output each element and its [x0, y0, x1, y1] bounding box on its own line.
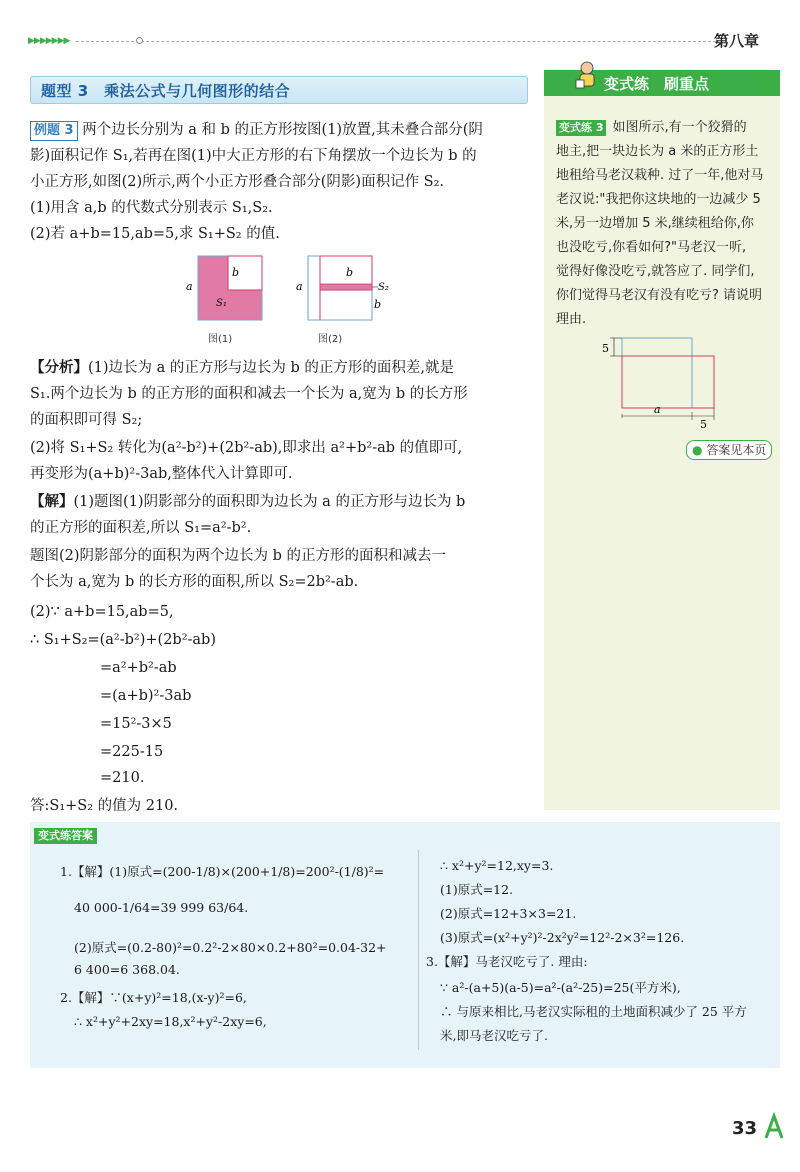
fig1-caption: 图(1) — [208, 334, 233, 345]
answer-right-5: 3.【解】马老汉吃亏了. 理由: — [426, 954, 588, 969]
analysis-line-3: 的面积即可得 S₂; — [30, 412, 143, 428]
figure-2 — [290, 250, 400, 350]
answer-left-1: 1.【解】(1)原式=(200-1/8)×(200+1/8)=200²-(1/8)²= — [60, 864, 385, 879]
fig1-label-s: S₁ — [216, 298, 227, 309]
example-line-4: (1)用含 a,b 的代数式分别表示 S₁,S₂. — [30, 200, 273, 216]
answer-tag: 变式练答案 — [34, 828, 97, 844]
answer-right-8: 米,即马老汉吃亏了. — [440, 1028, 548, 1043]
circle-icon — [136, 37, 143, 44]
fig1-label-b: b — [232, 266, 240, 279]
answer-right-7: ∴ 与原来相比,马老汉实际租的土地面积减少了 25 平方 — [440, 1004, 747, 1019]
solution-line-2: 的正方形的面积差,所以 S₁=a²-b². — [30, 520, 252, 536]
side-fig-a: a — [654, 403, 661, 416]
side-fig-five-left: 5 — [602, 342, 609, 355]
page-logo-icon — [762, 1112, 786, 1140]
side-figure — [600, 332, 730, 430]
side-line-2: 地主,把一块边长为 a 米的正方形土 — [556, 144, 759, 159]
solution-answer: 答:S₁+S₂ 的值为 210. — [30, 798, 179, 814]
side-line-1: 变式练 3 如图所示,有一个狡猾的 — [556, 116, 747, 139]
side-panel-header — [544, 70, 780, 96]
header-divider — [76, 41, 716, 42]
solution-line-4: 个长为 a,宽为 b 的长方形的面积,所以 S₂=2b²-ab. — [30, 574, 359, 590]
side-line-3: 地租给马老汉栽种. 过了一年,他对马 — [556, 168, 764, 183]
solution-line-10: =225-15 — [100, 744, 164, 760]
side-line-6: 也没吃亏,你看如何?"马老汉一听, — [556, 240, 747, 255]
solution-line-1: 【解】(1)题图(1)阴影部分的面积即为边长为 a 的正方形与边长为 b — [30, 493, 466, 510]
side-line-9: 理由. — [556, 312, 587, 327]
solution-line-3: 题图(2)阴影部分的面积为两个边长为 b 的正方形的面积和减去一 — [30, 548, 447, 564]
page-header — [0, 0, 800, 60]
answer-right-1: ∴ x²+y²=12,xy=3. — [440, 858, 554, 873]
example-line-3: 小正方形,如图(2)所示,两个小正方形叠合部分(阴影)面积记作 S₂. — [30, 174, 445, 190]
topic-bar — [30, 76, 528, 104]
side-line-8: 你们觉得马老汉有没有吃亏? 请说明 — [556, 288, 763, 303]
analysis-line-4: (2)将 S₁+S₂ 转化为(a²-b²)+(2b²-ab),即求出 a²+b²-ab 的值即可, — [30, 440, 463, 456]
solution-line-8: =(a+b)²-3ab — [100, 688, 192, 704]
answer-left-6: ∴ x²+y²+2xy=18,x²+y²-2xy=6, — [74, 1014, 267, 1029]
solution-line-9: =15²-3×5 — [100, 716, 172, 732]
analysis-line-5: 再变形为(a+b)²-3ab,整体代入计算即可. — [30, 466, 293, 482]
answer-right-2: (1)原式=12. — [440, 882, 514, 897]
side-line-5: 米,另一边增加 5 米,继续租给你,你 — [556, 216, 754, 231]
example-text: 两个边长分别为 a 和 b 的正方形按图(1)放置,其未叠合部分(阴 — [82, 122, 483, 138]
example-line-5: (2)若 a+b=15,ab=5,求 S₁+S₂ 的值. — [30, 226, 280, 242]
answer-right-4: (3)原式=(x²+y²)²-2x²y²=12²-2×3²=126. — [440, 930, 685, 945]
side-badge: 变式练 3 — [556, 120, 606, 136]
answer-left-4: 6 400=6 368.04. — [74, 962, 180, 977]
answer-link[interactable]: ● 答案见本页 — [686, 440, 772, 460]
figure-1 — [180, 250, 290, 350]
arrow-decoration-icon: ▶▶▶▶▶▶▶ — [28, 36, 70, 46]
pin-icon: ● — [692, 443, 703, 457]
fig2-label-a: a — [296, 280, 303, 293]
answer-divider — [418, 850, 419, 1050]
fig2-label-s: S₂ — [378, 282, 389, 293]
example-badge: 例题 3 — [30, 121, 78, 141]
answer-right-6: ∵ a²-(a+5)(a-5)=a²-(a²-25)=25(平方米), — [440, 980, 681, 995]
example-line-1 — [30, 118, 483, 142]
analysis-line-2: S₁.两个边长为 b 的正方形的面积和减去一个长为 a,宽为 b 的长方形 — [30, 386, 468, 402]
side-fig-five-bottom: 5 — [700, 418, 707, 430]
side-line-4: 老汉说:"我把你这块地的一边减少 5 — [556, 192, 761, 207]
analysis-line-1: 【分析】(1)边长为 a 的正方形与边长为 b 的正方形的面积差,就是 — [30, 359, 455, 376]
solution-line-6: ∴ S₁+S₂=(a²-b²)+(2b²-ab) — [30, 632, 217, 648]
example-line-2: 影)面积记作 S₁,若再在图(1)中大正方形的右下角摆放一个边长为 b 的 — [30, 148, 477, 164]
answer-left-3: (2)原式=(0.2-80)²=0.2²-2×80×0.2+80²=0.04-32+ — [74, 940, 387, 955]
page-number: 33 — [732, 1118, 758, 1139]
fig2-caption: 图(2) — [318, 334, 343, 345]
side-panel-title: 变式练 刷重点 — [604, 75, 710, 93]
solution-line-5: (2)∵ a+b=15,ab=5, — [30, 604, 174, 620]
analysis-label: 【分析】 — [30, 359, 88, 376]
fig2-label-b1: b — [346, 266, 354, 279]
solution-line-11: =210. — [100, 770, 145, 786]
topic-title: 题型 3 乘法公式与几何图形的结合 — [41, 82, 291, 100]
answer-right-3: (2)原式=12+3×3=21. — [440, 906, 577, 921]
mascot-icon — [574, 60, 600, 90]
solution-label: 【解】 — [30, 493, 74, 510]
answer-left-5: 2.【解】∵(x+y)²=18,(x-y)²=6, — [60, 990, 247, 1005]
chapter-title: 第八章 — [714, 32, 760, 50]
answer-left-2: 40 000-1/64=39 999 63/64. — [74, 900, 249, 915]
fig2-label-b2: b — [374, 298, 382, 311]
solution-line-7: =a²+b²-ab — [100, 660, 177, 676]
fig1-label-a: a — [186, 280, 193, 293]
side-line-7: 觉得好像没吃亏,就答应了. 同学们, — [556, 264, 755, 279]
